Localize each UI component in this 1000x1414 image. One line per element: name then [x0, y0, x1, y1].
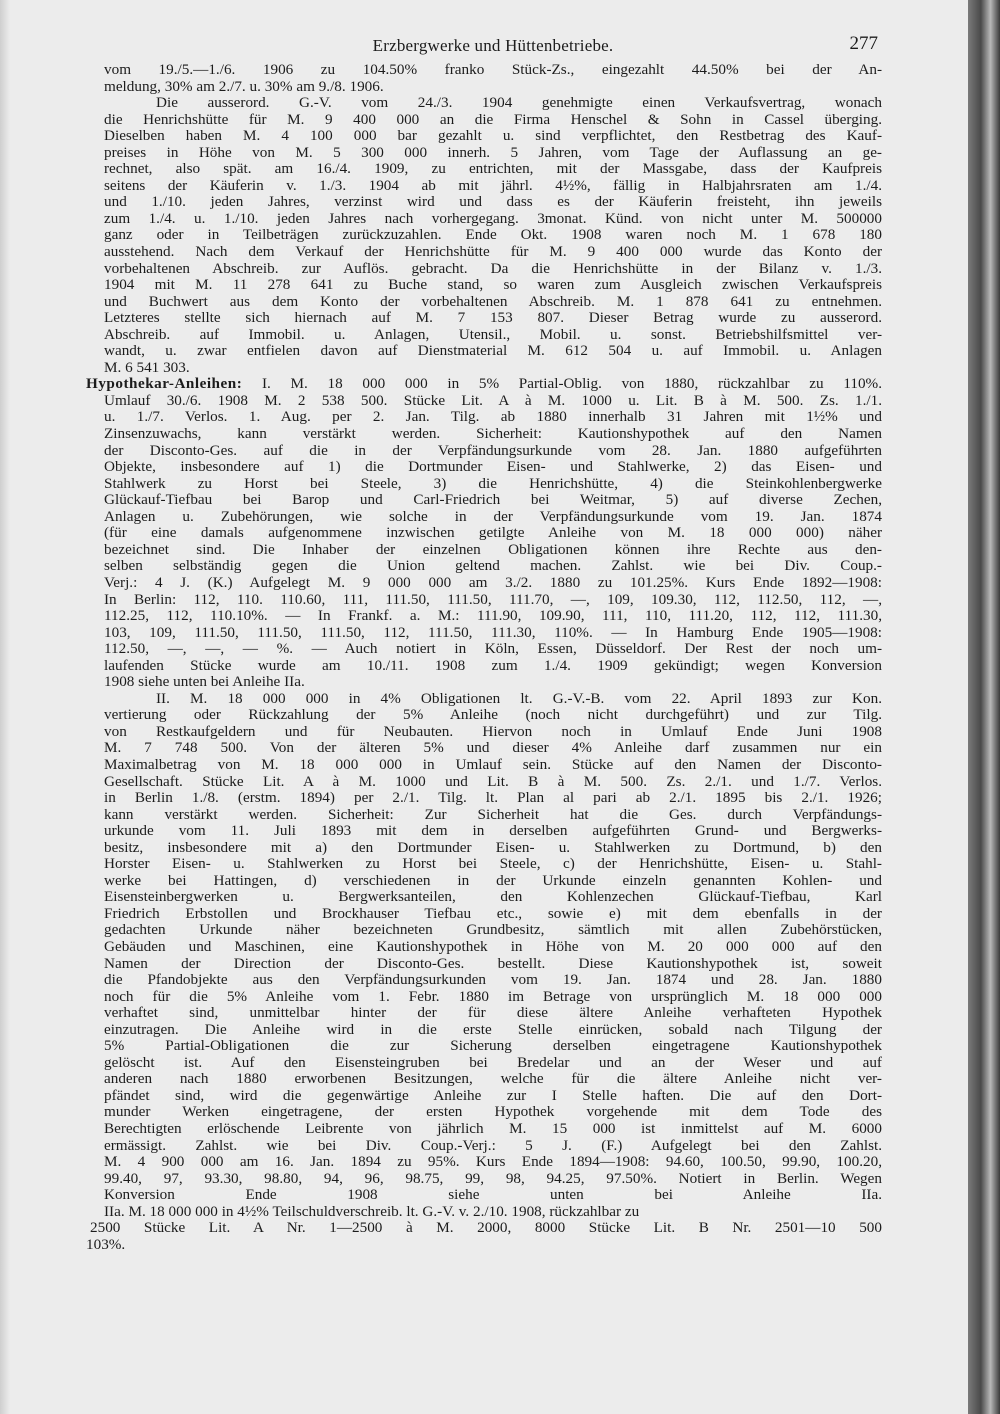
text-line: Maximalbetrag von M. 18 000 000 in Umlauf sein. Stücke auf den Namen der Disconto-: [104, 755, 882, 773]
text-line: ganz oder in Teilbeträgen zurückzuzahlen. Ende Okt. 1908 waren noch M. 1 678 180: [104, 226, 882, 244]
text-line: vorbehaltenen Abschreib. zur Auflös. gebracht. Da die Henrichshütte in der Bilanz v. 1./3.: [104, 259, 882, 277]
text-line: einzutragen. Die Anleihe wird in die erste Stelle einrücken, sobald nach Tilgung der: [104, 1020, 882, 1038]
scan-edge-shadow: [0, 0, 10, 1414]
text-line: zum 1./4. u. 1./10. jeden Jahres nach vorhergegang. 3monat. Künd. von nicht unter M. 500000: [104, 209, 882, 227]
text-line: Gesellschaft. Stücke Lit. A à M. 1000 und Lit. B à M. 500. Zs. 2./1. und 1./7. Verlos.: [104, 772, 882, 790]
text-line: Eisensteinbergwerken u. Bergwerksanteilen, den Kohlenzechen Glückauf-Tiefbau, Karl: [104, 888, 882, 906]
text-line: I. M. 18 000 000 in 5% Partial-Oblig. von 1880, rückzahlbar zu 110%.: [261, 375, 883, 393]
text-line: Verj.: 4 J. (K.) Aufgelegt M. 9 000 000 am 3./2. 1880 zu 101.25%. Kurs Ende 1892—1908:: [104, 573, 882, 591]
text-line: Stahlwerk zu Horst bei Steele, 3) die Henrichshütte, 4) die Steinkohlenbergwerke: [104, 474, 882, 492]
text-line: 112.50, —, —, — %. — Auch notiert in Köln, Essen, Düsseldorf. Der Rest der noch um-: [104, 640, 882, 658]
text-line: der Disconto-Ges. auf die in der Verpfändungsurkunde vom 28. Jan. 1880 aufgeführten: [104, 441, 882, 459]
text-line: u. 1./7. Verlos. 1. Aug. per 2. Jan. Tilg. ab 1880 innerhalb 31 Jahren mit 1½% und: [104, 408, 882, 426]
text-line: gedachten Urkunde näher bezeichneten Grundbesitz, sämtlich mit allen Zubehörstücken,: [104, 921, 882, 939]
text-line: Umlauf 30./6. 1908 M. 2 538 500. Stücke Lit. A à M. 1000 u. Lit. B à M. 500. Zs. 1./1.: [104, 391, 882, 409]
text-line: die Pfandobjekte aus den Verpfändungsurkunden vom 19. Jan. 1874 und 28. Jan. 1880: [104, 971, 882, 989]
text-line: Abschreib. auf Immobil. u. Anlagen, Utensil., Mobil. u. sonst. Betriebshilfsmittel ver-: [104, 325, 882, 343]
text-line: Berechtigten erlöschende Leibrente von jährlich M. 15 000 ist inmittelst auf M. 6000: [104, 1120, 882, 1137]
text-line: besitz, insbesondere mit a) den Dortmunder Eisen- u. Stahlwerken zu Dortmund, b) den: [104, 838, 882, 856]
text-line: Horster Eisen- u. Stahlwerken zu Horst bei Steele, c) der Henrichshütte, Eisen- u. Stahl-: [104, 855, 882, 873]
text-line: Friedrich Erbstollen und Brockhauser Tiefbau etc., sowie e) mit dem ebenfalls in der: [104, 904, 882, 922]
margin-percent: 103%.: [86, 1235, 126, 1253]
text-line: anderen nach 1880 erworbenen Besitzungen, welche für die ältere Anleihe nicht ver-: [104, 1070, 882, 1088]
text-line: ausstehend. Nach dem Verkauf der Henrichshütte für M. 9 400 000 wurde das Konto der: [104, 243, 882, 261]
text-line: noch für die 5% Anleihe vom 1. Febr. 1880 im Betrage von ursprünglich M. 18 000 000: [104, 987, 882, 1005]
page-number: 277: [849, 33, 878, 54]
text-line: 99.40, 97, 93.30, 98.80, 94, 96, 98.75, 99, 98, 94.25, 97.50%. Notiert in Berlin. Wegen: [104, 1169, 882, 1187]
text-line: 1904 mit M. 11 278 641 zu Buche stand, so waren zum Ausgleich zwischen Verkaufspreis: [104, 276, 882, 294]
text-line: 5% Partial-Obligationen die zur Sicherung derselben eingetragene Kautionshypothek: [104, 1037, 882, 1055]
text-line: rechnet, also spät. am 16./4. 1909, zu entrichten, mit der Massgabe, dass der Kaufpreis: [104, 160, 882, 178]
text-line: laufenden Stücke wurde am 10./11. 1908 zum 1./4. 1909 gekündigt; wegen Konversion: [104, 656, 882, 674]
text-line: munder Werken eingetragene, der ersten Hypothek vorgehende mit dem Tode des: [104, 1103, 882, 1121]
text-line: urkunde vom 11. Juli 1893 mit dem in derselben aufgeführten Grund- und Bergwerks-: [104, 822, 882, 840]
text-line: Gebäuden und Maschinen, eine Kautionshypothek in Höhe von M. 20 000 000 auf den: [104, 937, 882, 955]
text-line: die Henrichshütte für M. 9 400 000 an die Firma Henschel & Sohn in Cassel überging.: [104, 110, 882, 128]
text-line: ermässigt. Zahlst. wie bei Div. Coup.-Verj.: 5 J. (F.) Aufgelegt bei den Zahlst.: [104, 1136, 882, 1154]
text-line: selben selbständig gegen die Union geltend machen. Zahlst. wie bei Div. Coup.-: [104, 557, 882, 575]
book-binding-edge: [968, 0, 1000, 1414]
text-line: vom 19./5.—1./6. 1906 zu 104.50% franko Stück-Zs., eingezahlt 44.50% bei der An-: [104, 61, 882, 78]
text-line: 112.25, 112, 110.10%. — In Frankf. a. M.: 111.90, 109.90, 111, 110, 111.20, 112, 112, 111.30,: [104, 607, 882, 625]
text-line: Dieselben haben M. 4 100 000 bar gezahlt u. sind verpflichtet, den Restbetrag des Kauf-: [104, 127, 882, 145]
text-line: preises in Höhe von M. 5 300 000 innerh. 5 Jahren, vom Tage der Auflassung an ge-: [104, 143, 882, 161]
text-line: bezeichnet sind. Die Inhaber der einzelnen Obligationen können ihre Rechte aus den-: [104, 540, 882, 558]
text-line: 1908 siehe unten bei Anleihe IIa.: [104, 673, 305, 691]
text-line: pfändet sind, wird die gegenwärtige Anleihe zur I Stelle haften. Die auf den Dort-: [104, 1086, 882, 1104]
text-line: gelöscht ist. Auf den Eisensteingruben bei Bredelar und an der Weser und auf: [104, 1053, 882, 1071]
text-line: Zinsenzuwachs, kann verstärkt werden. Sicherheit: Kautionshypothek auf den Namen: [104, 425, 882, 443]
text-line: seitens der Käuferin v. 1./3. 1904 ab mit jährl. 4½%, fällig in Halbjahrsraten am 1./4.: [104, 176, 882, 194]
text-line: M. 7 748 500. Von der älteren 5% und dieser 4% Anleihe darf zusammen nur ein: [104, 739, 882, 757]
last-line: [86, 1237, 882, 1254]
text-line: (für eine damals aufgenommene inzwischen getilgte Anleihe von M. 18 000 000) näher: [104, 524, 882, 542]
text-line: Die ausserord. G.-V. vom 24./3. 1904 genehmigte einen Verkaufsvertrag, wonach: [156, 94, 882, 112]
text-line: II. M. 18 000 000 in 4% Obligationen lt. G.-V.-B. vom 22. April 1893 zur Kon.: [156, 689, 882, 707]
text-line: vertierung oder Rückzahlung der 5% Anleihe (noch nicht durchgeführt) und zur Tilg.: [104, 706, 882, 724]
text-line: Konversion Ende 1908 siehe unten bei Anleihe IIa.: [104, 1186, 882, 1204]
text-line: kann verstärkt werden. Sicherheit: Zur Sicherheit hat die Ges. durch Verpfändungs-: [104, 805, 882, 823]
text-line: werke bei Hattingen, d) verschiedenen in der Urkunde einzeln genannten Kohlen- und: [104, 871, 882, 889]
text-line: Namen der Direction der Disconto-Ges. bestellt. Diese Kautionshypothek ist, soweit: [104, 954, 882, 972]
text-line: wandt, u. zwar entfielen davon auf Dienstmaterial M. 612 504 u. auf Immobil. u. Anlagen: [104, 342, 882, 360]
text-line: Letzteres stellte sich hiernach auf M. 7 153 807. Dieser Betrag wurde zu ausserord.: [104, 309, 882, 327]
running-header: [104, 34, 882, 62]
text-line: 2500 Stücke Lit. A Nr. 1—2500 à M. 2000, 8000 Stücke Lit. B Nr. 2501—10 500: [90, 1219, 882, 1237]
text-line: von Restkaufgeldern und für Neubauten. Hiervon noch in Umlauf Ende Juni 1908: [104, 722, 882, 740]
text-line: IIa. M. 18 000 000 in 4½% Teilschuldverschreib. lt. G.-V. v. 2./10. 1908, rückzahlbar zu: [104, 1202, 640, 1220]
text-line: in Berlin 1./8. (erstm. 1894) per 2./1. Tilg. lt. Plan al pari ab 2./1. 1895 bis 2./1. 1926;: [104, 789, 882, 807]
text-line: Anlagen u. Zubehörungen, wie solche in der Verpfändungsurkunde vom 19. Jan. 1874: [104, 507, 882, 525]
text-line: In Berlin: 112, 110. 110.60, 111, 111.50, 111.50, 111.70, —, 109, 109.30, 112, 112.50, 112, —,: [104, 590, 882, 608]
text-line: Objekte, insbesondere auf 1) die Dortmunder Eisen- und Stahlwerke, 2) das Eisen- und: [104, 458, 882, 476]
text-line: M. 4 900 000 am 16. Jan. 1894 zu 95%. Kurs Ende 1894—1908: 94.60, 100.50, 99.90, 100.20,: [104, 1153, 882, 1171]
text-line: meldung, 30% am 2./7. u. 30% am 9./8. 1906.: [104, 77, 384, 95]
section-label: Hypothekar-Anleihen:: [86, 375, 243, 393]
page-content: [86, 33, 883, 1253]
text-line: M. 6 541 303.: [104, 358, 190, 376]
text-line: und 1./10. jeden Jahres, verzinst wird und dass es der Käuferin freisteht, ihn jeweils: [104, 193, 882, 211]
header-title: Erzbergwerke und Hüttenbetriebe.: [372, 36, 614, 55]
section-hypothekar-anleihen: [86, 376, 882, 393]
text-line: verhaftet sind, unmittelbar hinter der für diese ältere Anleihe verhafteten Hypothek: [104, 1004, 882, 1022]
text-line: Glückauf-Tiefbau bei Barop und Carl-Friedrich bei Weitmar, 5) auf diverse Zechen,: [104, 491, 882, 509]
text-line: und Buchwert aus dem Konto der vorbehaltenen Abschreib. M. 1 878 641 zu entnehmen.: [104, 292, 882, 310]
text-line: 103, 109, 111.50, 111.50, 111.50, 112, 111.50, 111.30, 110%. — In Hamburg Ende 1905—1908:: [104, 623, 882, 641]
